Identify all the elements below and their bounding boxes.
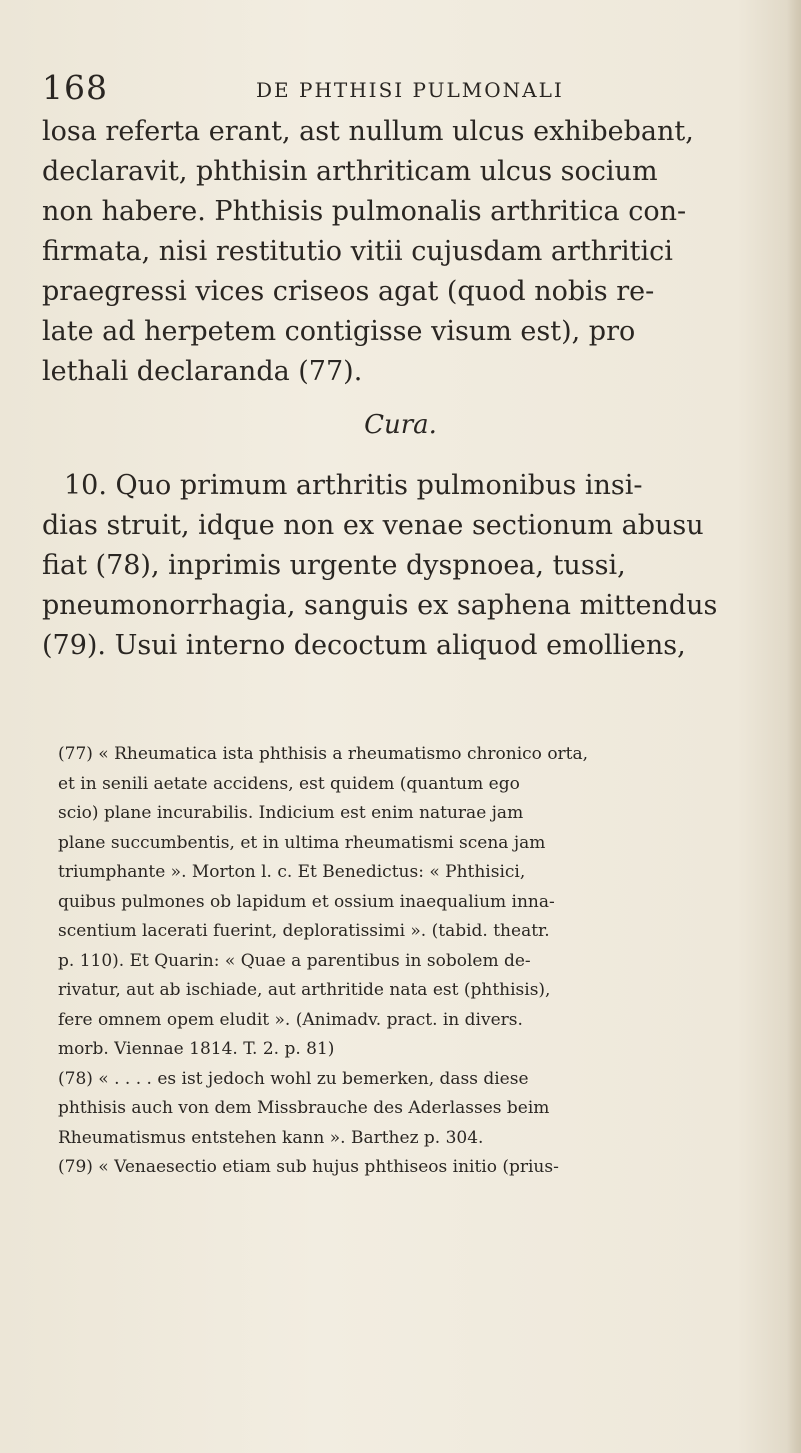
footnote-line: (78) « . . . . es ist jedoch wohl zu bemerken, dass diese bbox=[58, 1068, 529, 1089]
footnote-line: scentium lacerati fuerint, deploratissimi ». (tabid. theatr. bbox=[58, 921, 550, 941]
text-line: declaravit, phthisin arthriticam ulcus socium bbox=[42, 156, 658, 187]
footnote-line: plane succumbentis, et in ultima rheumatismi scena jam bbox=[58, 832, 546, 853]
text-line: late ad herpetem contigisse visum est), pro bbox=[42, 316, 636, 347]
footnote-line: Rheumatismus entstehen kann ». Barthez p. 304. bbox=[58, 1127, 484, 1148]
footnote-line: phthisis auch von dem Missbrauche des Aderlasses beim bbox=[58, 1098, 550, 1118]
footnote-line: et in senili aetate accidens, est quidem (quantum ego bbox=[58, 773, 520, 794]
text-line: 10. Quo primum arthritis pulmonibus insi- bbox=[64, 470, 643, 501]
footnote-line: p. 110). Et Quarin: « Quae a parentibus in sobolem de- bbox=[58, 950, 531, 971]
paragraph-1 bbox=[42, 112, 760, 392]
footnote-line: (79) « Venaesectio etiam sub hujus phthiseos initio (prius- bbox=[58, 1157, 559, 1177]
page-edge-shadow bbox=[787, 0, 801, 1453]
page-header bbox=[42, 68, 722, 108]
page-number: 168 bbox=[42, 68, 108, 107]
footnote-line: quibus pulmones ob lapidum et ossium inaequalium inna- bbox=[58, 891, 555, 912]
text-line: firmata, nisi restitutio vitii cujusdam arthritici bbox=[42, 236, 673, 267]
text-line: fiat (78), inprimis urgente dyspnoea, tussi, bbox=[42, 550, 626, 581]
text-line: (79). Usui interno decoctum aliquod emolliens, bbox=[42, 630, 686, 661]
text-line: praegressi vices criseos agat (quod nobis re- bbox=[42, 276, 655, 307]
footnote-line: (77) « Rheumatica ista phthisis a rheumatismo chronico orta, bbox=[58, 744, 589, 764]
text-line: lethali declaranda (77). bbox=[42, 356, 363, 387]
text-line: losa referta erant, ast nullum ulcus exhibebant, bbox=[42, 116, 694, 147]
text-line: non habere. Phthisis pulmonalis arthritica con- bbox=[42, 196, 687, 227]
running-head: DE PHTHISI PULMONALI bbox=[256, 78, 564, 102]
footnote-line: triumphante ». Morton l. c. Et Benedictus: « Phthisici, bbox=[58, 862, 526, 882]
text-line: dias struit, idque non ex venae sectionum abusu bbox=[42, 510, 704, 541]
paragraph-2 bbox=[42, 466, 760, 666]
footnote-line: rivatur, aut ab ischiade, aut arthritide nata est (phthisis), bbox=[58, 980, 551, 1000]
footnote-line: scio) plane incurabilis. Indicium est enim naturae jam bbox=[58, 803, 524, 823]
section-title: Cura. bbox=[364, 410, 437, 440]
footnotes bbox=[58, 740, 758, 1183]
footnote-line: fere omnem opem eludit ». (Animadv. pract. in divers. bbox=[58, 1009, 523, 1030]
footnote-line: morb. Viennae 1814. T. 2. p. 81) bbox=[58, 1039, 335, 1059]
text-line: pneumonorrhagia, sanguis ex saphena mittendus bbox=[42, 590, 718, 621]
